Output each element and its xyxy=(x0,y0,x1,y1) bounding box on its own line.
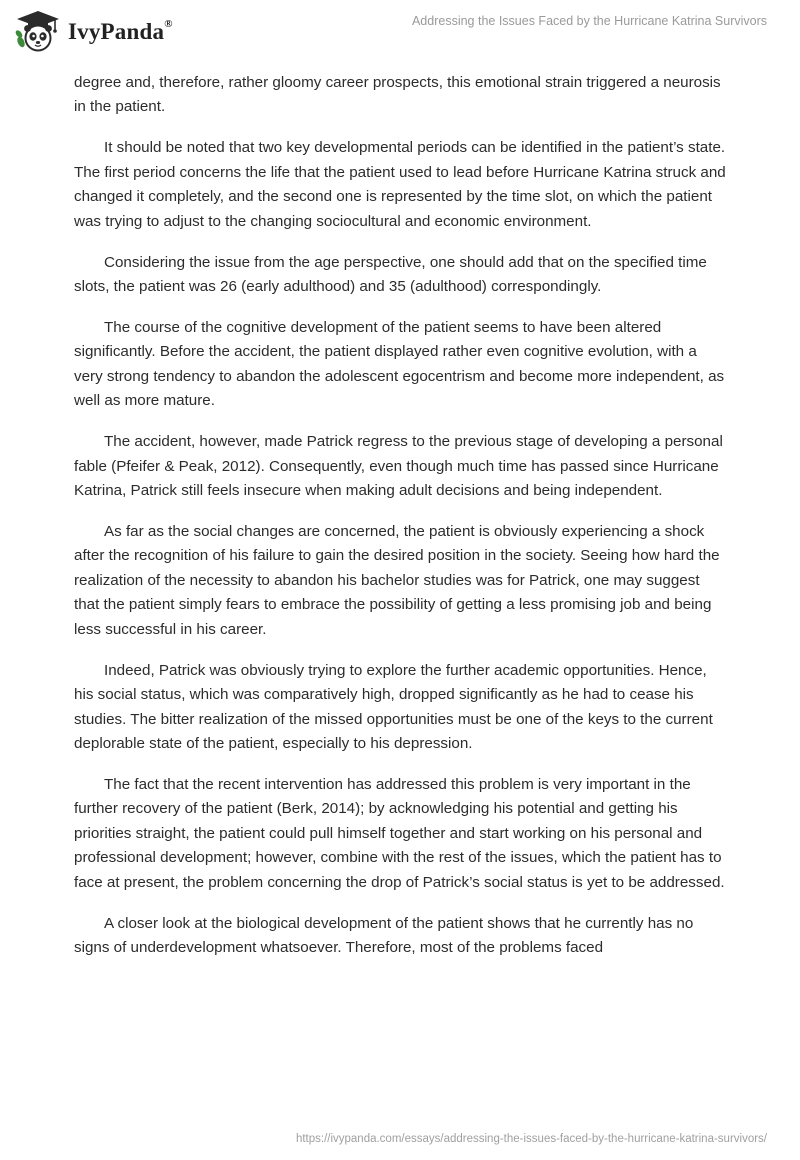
logo-name: IvyPanda xyxy=(68,19,165,44)
page-header xyxy=(0,0,800,68)
panda-graduation-cap-icon xyxy=(14,8,62,54)
paragraph: It should be noted that two key developmental periods can be identified in the patient’s state. The first period concerns the life that the patient used to lead before Hurricane Katrina struck and changed it completely, and the second one is represented by the time slot, on which the patient was trying to adjust to the changing sociocultural and economic environment. xyxy=(74,139,726,230)
paragraph: A closer look at the biological development of the patient shows that he currently has no signs of underdevelopment whatsoever. Therefore, most of the problems faced xyxy=(74,914,694,956)
paragraph: The accident, however, made Patrick regress to the previous stage of developing a personal fable (Pfeifer & Peak, 2012). Consequently, even though much time has passed since Hurricane Katrina, Patrick still feels insecure when making adult decisions and being independent. xyxy=(74,433,723,500)
logo-wordmark xyxy=(68,19,173,45)
paragraph: Considering the issue from the age perspective, one should add that on the specified time slots, the patient was 26 (early adulthood) and 35 (adulthood) correspondingly. xyxy=(74,253,707,296)
paragraph: Indeed, Patrick was obviously trying to explore the further academic opportunities. Hence, his social status, which was comparatively high, dropped significantly as he had to cease his studies. The bitter realization of the missed opportunities must be one of the keys to the current deplorable state of the patient, especially to his depression. xyxy=(74,661,713,752)
source-url-link[interactable]: https://ivypanda.com/essays/addressing-the-issues-faced-by-the-hurricane-katrina-survivors/ xyxy=(295,1133,767,1145)
paragraph: The fact that the recent intervention has addressed this problem is very important in the further recovery of the patient (Berk, 2014); by acknowledging his potential and getting his priorities straight, the patient could pull himself together and start working on his personal and professional development; however, combine with the rest of the issues, which the patient has to face at present, the problem concerning the drop of Patrick’s social status is yet to be addressed. xyxy=(74,775,725,891)
paragraph: degree and, therefore, rather gloomy career prospects, this emotional strain triggered a neurosis in the patient. xyxy=(74,74,721,116)
essay-body xyxy=(74,71,726,977)
registered-mark: ® xyxy=(164,18,173,30)
ivypanda-logo[interactable] xyxy=(14,8,173,54)
paragraph: The course of the cognitive development of the patient seems to have been altered significantly. Before the accident, the patient displayed rather even cognitive evolution, with a very strong tendency to abandon the adolescent egocentrism and become more independent, as well as more mature. xyxy=(74,319,725,410)
document-title: Addressing the Issues Faced by the Hurricane Katrina Survivors xyxy=(411,14,767,28)
paragraph: As far as the social changes are concerned, the patient is obviously experiencing a shock after the recognition of his failure to gain the desired position in the society. Seeing how hard the realization of the necessity to abandon his bachelor studies was for Patrick, one may suggest that the patient simply fears to embrace the possibility of getting a less promising job and being less successful in his career. xyxy=(74,523,720,638)
